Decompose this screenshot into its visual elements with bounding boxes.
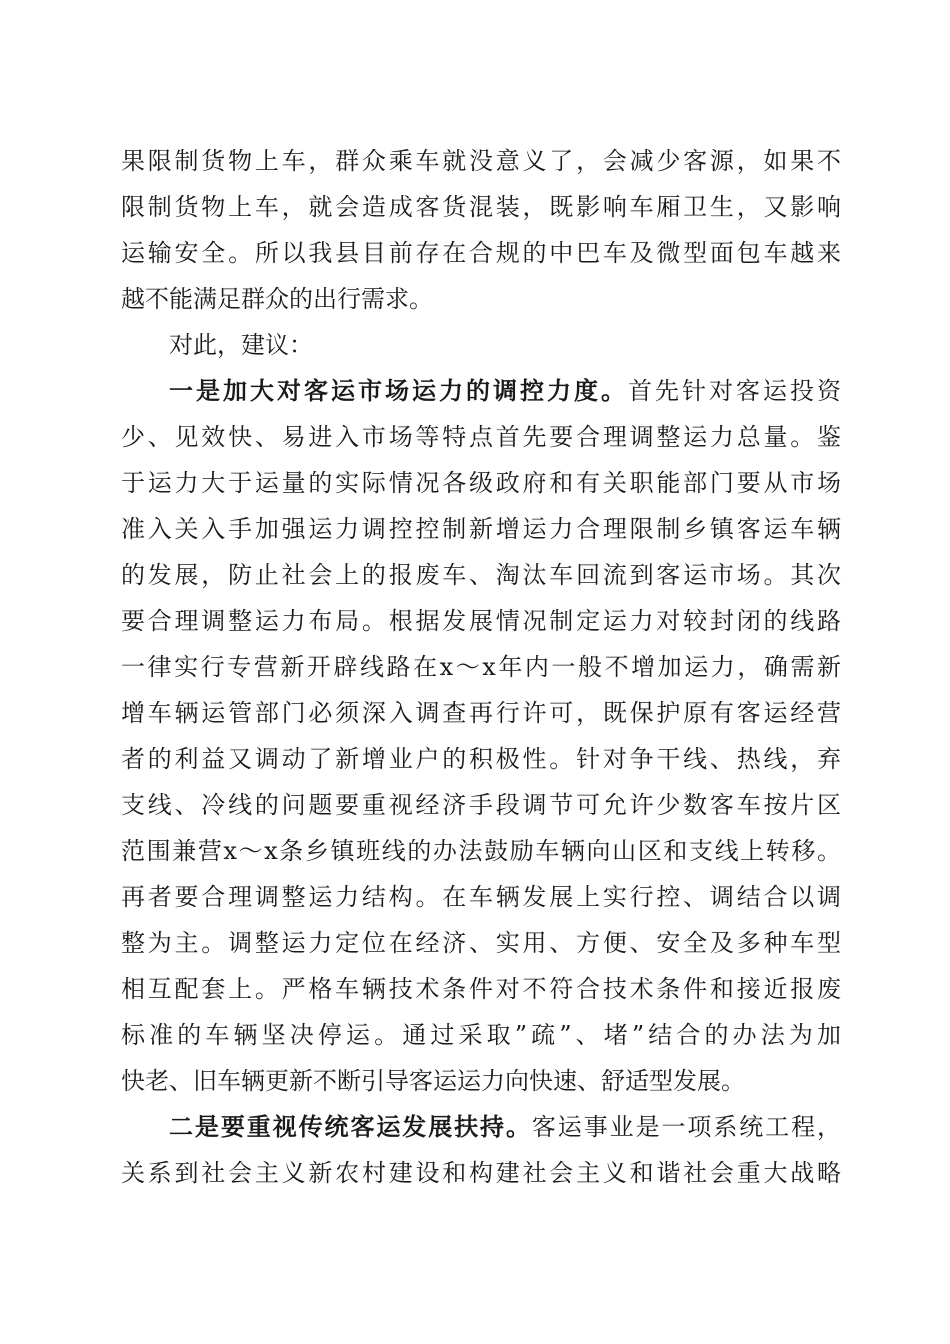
text-line: 者的利益又调动了新增业户的积极性。针对争干线、热线，弃	[121, 745, 841, 773]
paragraph-heading: 一是加大对客运市场运力的调控力度。	[169, 376, 628, 405]
text-line: 越不能满足群众的出行需求。	[121, 285, 433, 313]
text-line: 限制货物上车，就会造成客货混装，既影响车厢卫生，又影响	[121, 193, 841, 221]
text-line: 的发展，防止社会上的报废车、淘汰车回流到客运市场。其次	[121, 561, 841, 589]
paragraph-heading-line	[169, 368, 841, 414]
text-line: 少、见效快、易进入市场等特点首先要合理调整运力总量。鉴	[121, 423, 841, 451]
paragraph-heading-line	[169, 1104, 841, 1150]
text-line: 快老、旧车辆更新不断引导客运运力向快速、舒适型发展。	[121, 1067, 745, 1095]
text-line: 运输安全。所以我县目前存在合规的中巴车及微型面包车越来	[121, 239, 841, 267]
text-line: 标准的车辆坚决停运。通过采取”疏”、堵”结合的办法为加	[121, 1021, 841, 1049]
text-line: 关系到社会主义新农村建设和构建社会主义和谐社会重大战略	[121, 1159, 841, 1187]
paragraph-text: 客运事业是一项系统工程，	[531, 1113, 842, 1141]
text-line: 一律实行专营新开辟线路在x～x年内一般不增加运力，确需新	[121, 653, 841, 681]
text-line: 再者要合理调整运力结构。在车辆发展上实行控、调结合以调	[121, 883, 841, 911]
text-line: 于运力大于运量的实际情况各级政府和有关职能部门要从市场	[121, 469, 841, 497]
paragraph-text: 首先针对客运投资	[628, 377, 841, 405]
text-line: 相互配套上。严格车辆技术条件对不符合技术条件和接近报废	[121, 975, 841, 1003]
text-line: 支线、冷线的问题要重视经济手段调节可允许少数客车按片区	[121, 791, 841, 819]
text-line: 准入关入手加强运力调控控制新增运力合理限制乡镇客运车辆	[121, 515, 841, 543]
text-line: 增车辆运管部门必须深入调查再行许可，既保护原有客运经营	[121, 699, 841, 727]
text-line: 要合理调整运力布局。根据发展情况制定运力对较封闭的线路	[121, 607, 841, 635]
paragraph-heading: 二是要重视传统客运发展扶持。	[169, 1112, 532, 1141]
text-line: 整为主。调整运力定位在经济、实用、方便、安全及多种车型	[121, 929, 841, 957]
text-line: 对此，建议：	[169, 331, 313, 359]
text-line: 范围兼营x～x条乡镇班线的办法鼓励车辆向山区和支线上转移。	[121, 837, 841, 865]
text-line: 果限制货物上车，群众乘车就没意义了，会减少客源，如果不	[121, 147, 841, 175]
